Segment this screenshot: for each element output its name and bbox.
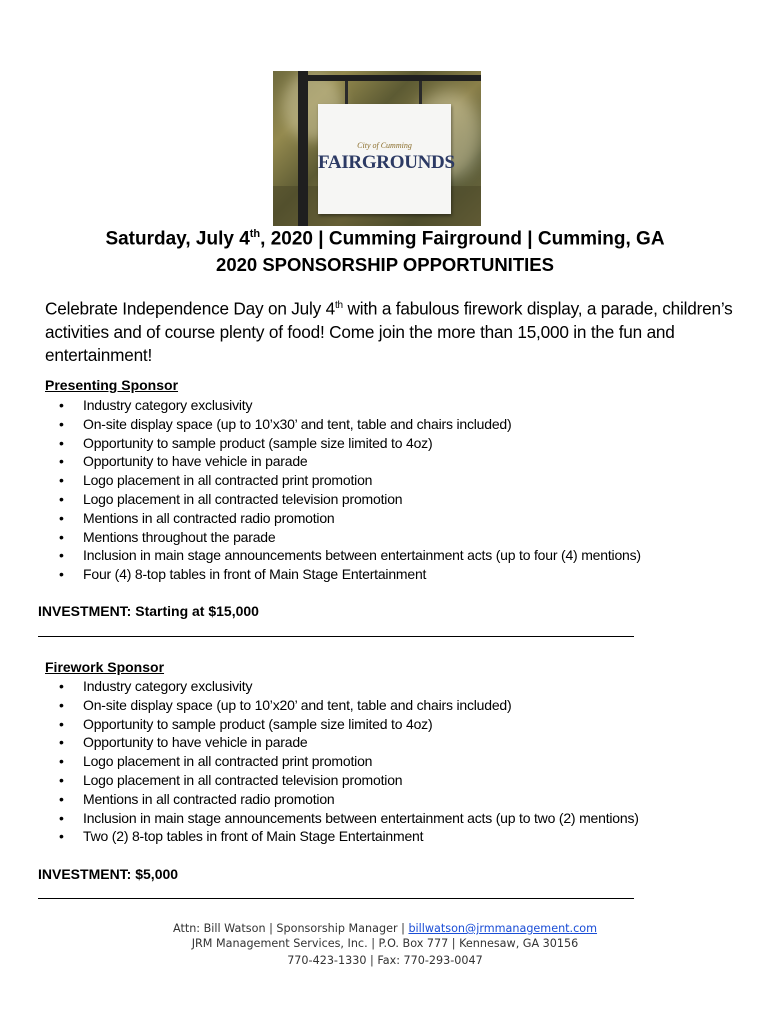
contact-line: Attn: Bill Watson | Sponsorship Manager | billwatson@jrmmanagement.com	[172, 922, 598, 935]
bullet-icon: •	[59, 678, 64, 694]
bullet-icon: •	[59, 397, 64, 413]
firework-investment: INVESTMENT: $5,000	[38, 866, 179, 882]
benefit-item	[59, 396, 641, 415]
bullet-icon: •	[59, 790, 64, 807]
fairgrounds-sign-photo	[273, 71, 481, 226]
sign-arm	[298, 75, 481, 81]
benefit-item	[59, 471, 641, 490]
bullet-icon: •	[59, 715, 64, 732]
presenting-investment: INVESTMENT: Starting at $15,000	[38, 603, 259, 619]
bullet-icon: •	[59, 696, 64, 713]
bullet-icon: •	[59, 453, 64, 470]
benefit-item	[59, 452, 641, 471]
divider	[38, 898, 634, 899]
benefit-item	[59, 733, 639, 752]
benefit-text: On-site display space (up to 10’x20’ and tent, table and chairs included)	[83, 696, 512, 713]
benefit-item	[59, 827, 639, 846]
sign-city-text: City of Cumming	[357, 141, 412, 150]
benefit-item	[59, 715, 639, 734]
benefit-text: Inclusion in main stage announcements between entertainment acts (up to four (4) mentions)	[83, 547, 641, 564]
benefit-text: Inclusion in main stage announcements between entertainment acts (up to two (2) mentions)	[83, 809, 639, 826]
sign-chain	[419, 81, 422, 105]
bullet-icon: •	[59, 547, 64, 564]
benefit-text: Logo placement in all contracted television promotion	[83, 771, 403, 788]
bullet-icon: •	[59, 490, 64, 507]
benefit-text: Industry category exclusivity	[83, 678, 253, 694]
event-date-location: Saturday, July 4th, 2020 | Cumming Fairground | Cumming, GA	[105, 228, 665, 250]
benefit-item	[59, 546, 641, 565]
benefit-text: Logo placement in all contracted print promotion	[83, 472, 373, 489]
bullet-icon: •	[59, 771, 64, 788]
benefit-text: Logo placement in all contracted print promotion	[83, 753, 373, 770]
benefit-item	[59, 565, 641, 584]
bullet-icon: •	[59, 828, 64, 845]
bullet-icon: •	[59, 734, 64, 751]
presenting-sponsor-title: Presenting Sponsor	[45, 377, 179, 393]
page-title: 2020 SPONSORSHIP OPPORTUNITIES	[216, 254, 554, 275]
divider	[38, 636, 634, 637]
benefit-item	[59, 677, 639, 696]
benefit-item	[59, 696, 639, 715]
benefit-text: Mentions in all contracted radio promotion	[83, 509, 335, 526]
bullet-icon: •	[59, 566, 64, 583]
bullet-icon: •	[59, 809, 64, 826]
bullet-icon: •	[59, 434, 64, 451]
benefit-text: Opportunity to have vehicle in parade	[83, 734, 308, 751]
benefit-item	[59, 809, 639, 828]
bullet-icon: •	[59, 753, 64, 770]
firework-benefits-list	[59, 677, 639, 846]
benefit-text: Industry category exclusivity	[83, 397, 253, 413]
sign-post	[298, 71, 308, 226]
benefit-text: Two (2) 8-top tables in front of Main Stage Entertainment	[83, 828, 424, 845]
company-address: JRM Management Services, Inc. | P.O. Box 777 | Kennesaw, GA 30156	[191, 937, 579, 950]
benefit-item	[59, 790, 639, 809]
sign-chain	[345, 81, 348, 105]
presenting-benefits-list	[59, 396, 641, 584]
intro-paragraph: Celebrate Independence Day on July 4th with a fabulous firework display, a parade, children’s activities and of course plenty of food! Come join the more than 15,000 in the fun and entertainment!	[45, 298, 733, 365]
benefit-text: Four (4) 8-top tables in front of Main Stage Entertainment	[83, 566, 427, 583]
benefit-item	[59, 415, 641, 434]
bullet-icon: •	[59, 415, 64, 432]
benefit-item	[59, 771, 639, 790]
phone-fax: 770-423-1330 | Fax: 770-293-0047	[287, 954, 483, 967]
firework-sponsor-title: Firework Sponsor	[45, 659, 165, 675]
sign-fairgrounds-text: FAIRGROUNDS	[318, 152, 455, 173]
benefit-item	[59, 434, 641, 453]
benefit-text: Logo placement in all contracted television promotion	[83, 490, 403, 507]
benefit-text: Mentions in all contracted radio promotion	[83, 790, 335, 807]
contact-email-link[interactable]: billwatson@jrmmanagement.com	[408, 922, 598, 935]
benefit-item	[59, 509, 641, 528]
benefit-item	[59, 490, 641, 509]
bullet-icon: •	[59, 472, 64, 489]
bullet-icon: •	[59, 528, 64, 545]
benefit-text: On-site display space (up to 10’x30’ and tent, table and chairs included)	[83, 415, 512, 432]
fairgrounds-sign	[318, 104, 455, 214]
bullet-icon: •	[59, 509, 64, 526]
benefit-text: Opportunity to have vehicle in parade	[83, 453, 308, 470]
benefit-item	[59, 528, 641, 547]
benefit-text: Opportunity to sample product (sample size limited to 4oz)	[83, 715, 433, 732]
benefit-item	[59, 752, 639, 771]
benefit-text: Mentions throughout the parade	[83, 528, 276, 545]
benefit-text: Opportunity to sample product (sample size limited to 4oz)	[83, 434, 433, 451]
